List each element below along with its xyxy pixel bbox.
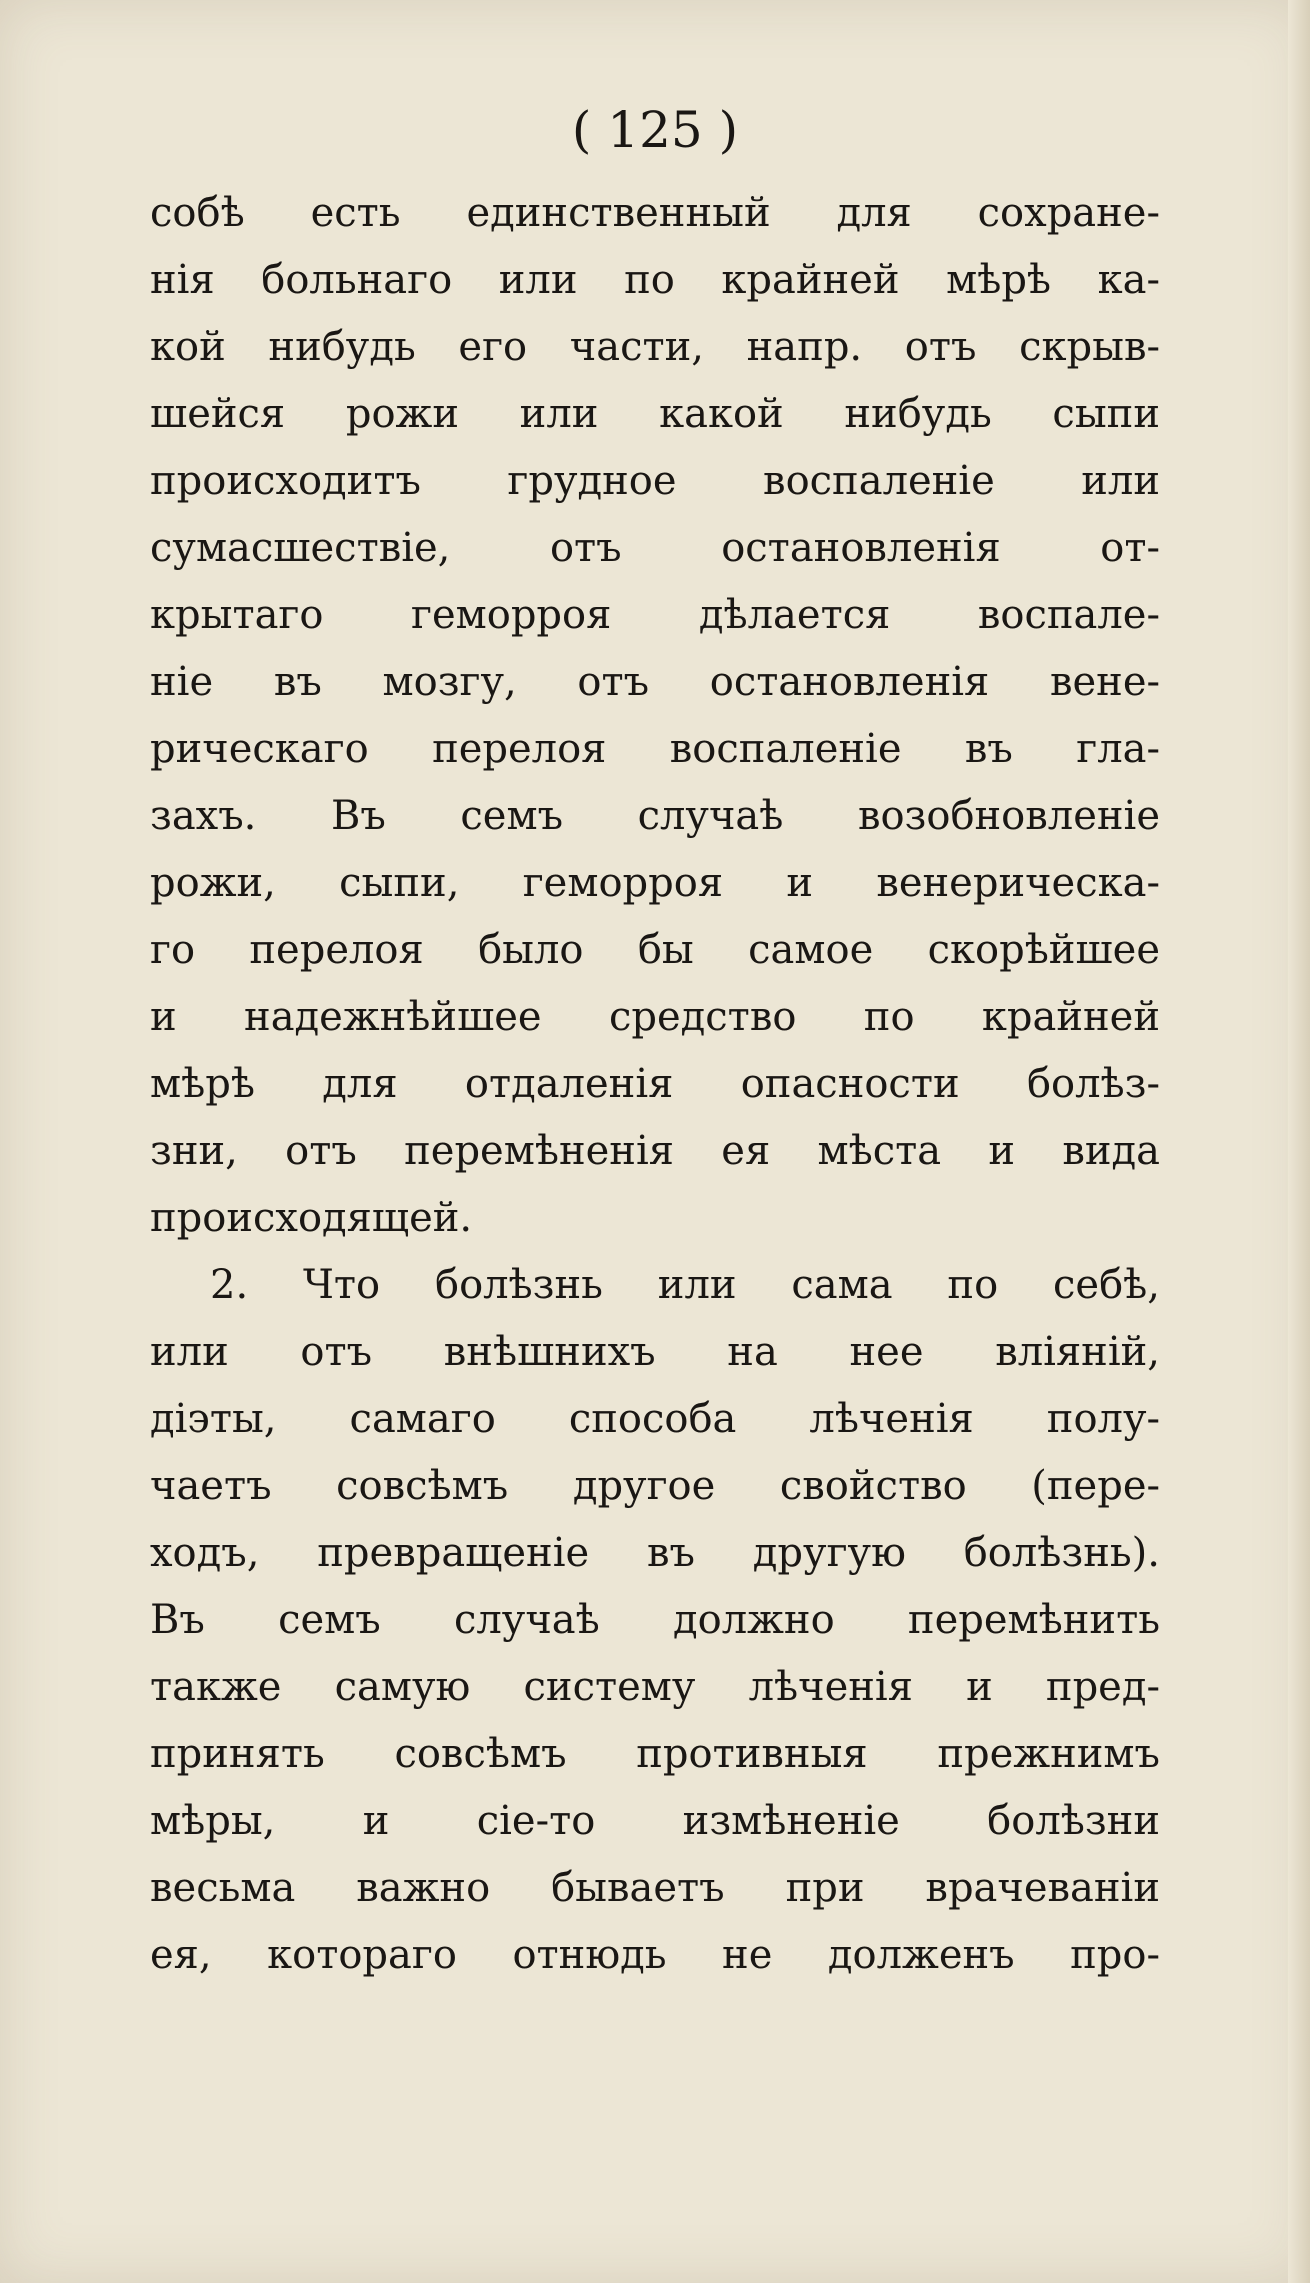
text-line: кой нибудь его части, напр. отъ скрыв- — [150, 324, 1160, 370]
text-line: собѣ есть единственный для сохране- — [150, 190, 1160, 236]
text-line: рическаго перелоя воспаленіе въ гла- — [150, 726, 1160, 772]
text-line: чаетъ совсѣмъ другое свойство (пере- — [150, 1463, 1160, 1509]
text-line: происходящей. — [150, 1195, 473, 1241]
text-line: Въ семъ случаѣ должно перемѣнить — [150, 1597, 1160, 1643]
text-line: шейся рожи или какой нибудь сыпи — [150, 391, 1160, 437]
text-line: нія больнаго или по крайней мѣрѣ ка- — [150, 257, 1160, 303]
text-line: также самую систему лѣченія и пред- — [150, 1664, 1160, 1710]
text-line: крытаго геморроя дѣлается воспале- — [150, 592, 1160, 638]
text-line: зни, отъ перемѣненія ея мѣста и вида — [150, 1128, 1160, 1174]
text-line: сумасшествіе, отъ остановленія от- — [150, 525, 1160, 571]
text-line: 2. Что болѣзнь или сама по себѣ, — [210, 1262, 1160, 1308]
text-line: го перелоя было бы самое скорѣйшее — [150, 927, 1160, 973]
page-edge — [1288, 0, 1310, 2283]
text-line: мѣры, и сіе-то измѣненіе болѣзни — [150, 1798, 1160, 1844]
body-text — [150, 180, 1160, 1989]
text-line: принять совсѣмъ противныя прежнимъ — [150, 1731, 1160, 1777]
text-line: захъ. Въ семъ случаѣ возобновленіе — [150, 793, 1160, 839]
text-line: или отъ внѣшнихъ на нее вліяній, — [150, 1329, 1160, 1375]
text-line: рожи, сыпи, геморроя и венерическа- — [150, 860, 1160, 906]
text-line: и надежнѣйшее средство по крайней — [150, 994, 1160, 1040]
text-line: мѣрѣ для отдаленія опасности болѣз- — [150, 1061, 1160, 1107]
text-line: происходитъ грудное воспаленіе или — [150, 458, 1160, 504]
text-line: весьма важно бываетъ при врачеваніи — [150, 1865, 1160, 1911]
text-line: ніе въ мозгу, отъ остановленія вене- — [150, 659, 1160, 705]
text-line: діэты, самаго способа лѣченія полу- — [150, 1396, 1160, 1442]
page-number: ( 125 ) — [571, 101, 739, 159]
text-line: ея, котораго отнюдь не долженъ про- — [150, 1932, 1160, 1978]
text-line: ходъ, превращеніе въ другую болѣзнь). — [150, 1530, 1160, 1576]
